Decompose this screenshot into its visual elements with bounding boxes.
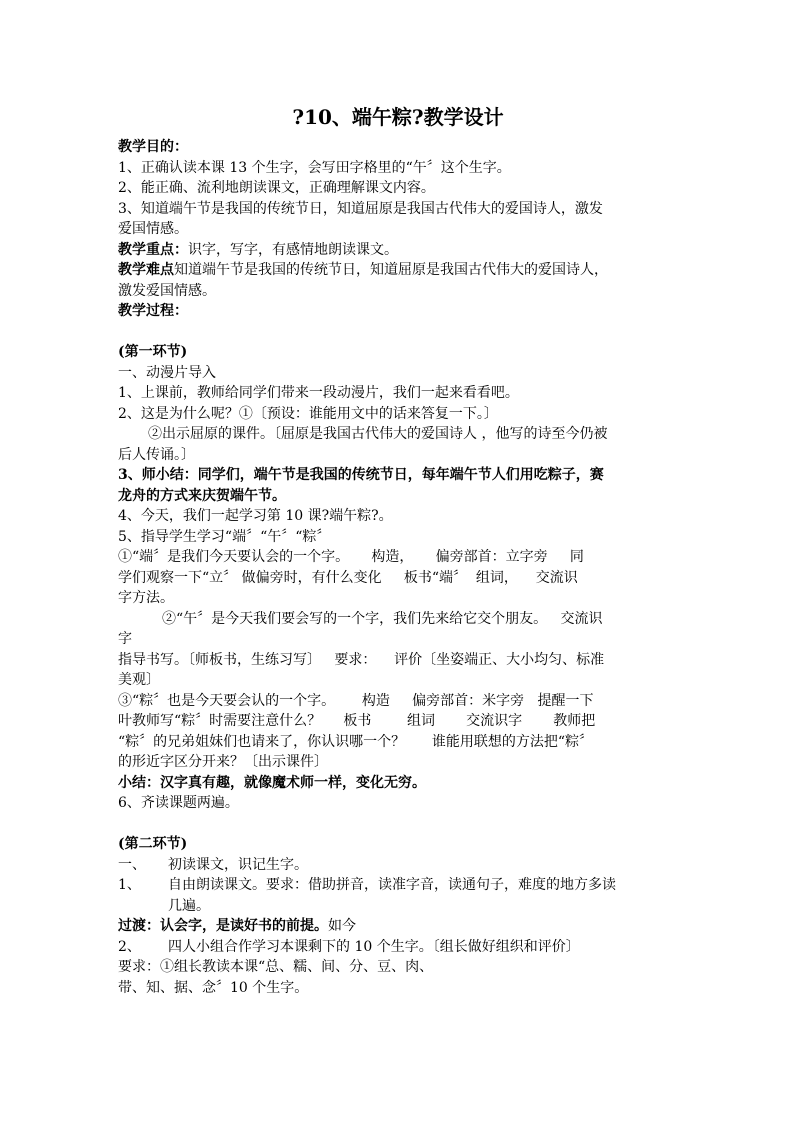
section1-line: 4、今天，我们一起学习第 10 课?端午粽?。 <box>118 508 393 524</box>
section1-line: 的形近字区分开来？〔出示课件〕 <box>118 754 328 770</box>
requirement-line: 要求：①组长教读本课“总、糯、间、分、豆、肉、 <box>118 959 434 975</box>
section1-line: ②“午〞是今天我们要会写的一个字，我们先来给它交个朋友。 交流识 <box>162 610 603 627</box>
section2-item <box>118 875 678 916</box>
spacer <box>118 322 678 343</box>
difficulties-label: 教学难点 <box>118 262 174 278</box>
key-points <box>118 240 678 261</box>
difficulties-text: 知道端午节是我国的传统节日，知道屈原是我国古代伟大的爱国诗人， <box>174 262 608 278</box>
transition <box>118 916 678 937</box>
item-text-line: 自由朗读课文。要求：借助拼音，读准字音，读通句子，难度的地方多读 <box>168 877 616 893</box>
teacher-summary-cont: 龙舟的方式来庆贺端午节。 <box>118 487 286 504</box>
section1-line: ③“粽〞也是今天要会认的一个字。 构造 偏旁部首：米字旁 提醒一下 <box>118 692 594 709</box>
key-points-text: 识字，写字，有感情地朗读课文。 <box>188 241 398 258</box>
key-points-label: 教学重点： <box>118 241 188 258</box>
section1-line: 美观〕 <box>118 672 160 688</box>
requirement-line: 带、知、据、念〞10 个生字。 <box>118 979 309 996</box>
objective-line: 3、知道端午节是我国的传统节日，知道屈原是我国古代伟大的爱国诗人，激发 <box>118 200 603 217</box>
transition-rest: 如今 <box>328 918 356 934</box>
section1-line: 5、指导学生学习“端〞“午〞“粽〞 <box>118 528 331 545</box>
document-page <box>118 103 678 998</box>
spacer <box>118 814 678 835</box>
item-text: 四人小组合作学习本课剩下的 10 个生字。〔组长做好组织和评价〕 <box>168 938 580 955</box>
section1-line: 叶教师写“粽〞时需要注意什么？ 板书 组词 交流识字 教师把 <box>118 713 596 729</box>
objectives-heading: 教学目的： <box>118 139 188 155</box>
item-text <box>168 875 678 916</box>
difficulties-text-cont: 激发爱国情感。 <box>118 282 216 299</box>
section1-line: “粽〞的兄弟姐妹们也请来了，你认识哪一个？ 谁能用联想的方法把“粽〞 <box>118 733 594 750</box>
item-number: 1、 <box>118 877 141 893</box>
section1-heading: (第一环节) <box>118 344 188 360</box>
objective-line: 2、能正确、流利地朗读课文，正确理解课文内容。 <box>118 180 435 196</box>
difficulties <box>118 260 678 281</box>
transition-bold: 过渡：认会字，是读好书的前提。 <box>118 918 328 934</box>
document-title: ?10、端午粽?教学设计 <box>292 105 504 129</box>
section1-line: 字 <box>118 631 132 647</box>
section1-line: 2、这是为什么呢？①〔预设：谁能用文中的话来答复一下。〕 <box>118 405 498 422</box>
item-text: 初读课文，识记生字。 <box>168 856 308 873</box>
section1-line: 字方法。 <box>118 590 174 606</box>
objective-line: 1、正确认读本课 13 个生字，会写田字格里的“午〞这个生字。 <box>118 159 511 176</box>
process-heading: 教学过程： <box>118 303 188 319</box>
section2-item <box>118 855 678 876</box>
section1-line: 后人传诵。〕 <box>118 446 195 463</box>
item-text-line: 几遍。 <box>168 897 210 914</box>
section1-line: ②出示屈原的课件。〔屈原是我国古代伟大的爱国诗人 ，他写的诗至今仍被 <box>148 426 608 442</box>
teacher-summary: 3、师小结：同学们，端午节是我国的传统节日，每年端午节人们用吃粽子，赛 <box>118 467 604 483</box>
section1-line: 1、上课前，教师给同学们带来一段动漫片，我们一起来看看吧。 <box>118 385 519 401</box>
section1-line: 一、动漫片导入 <box>118 364 216 381</box>
section1-line: 学们观察一下“立〞 做偏旁时，有什么变化 板书“端〞 组词， 交流识 <box>118 569 578 586</box>
item-number: 2、 <box>118 938 141 955</box>
section1-conclusion: 小结：汉字真有趣，就像魔术师一样，变化无穷。 <box>118 774 426 791</box>
section1-line: 指导书写。〔师板书，生练习写〕 要求： 评价〔坐姿端正、大小均匀、标准 <box>118 651 605 668</box>
section1-line: ①“端〞是我们今天要认会的一个字。 构造， 偏旁部首：立字旁 同 <box>118 549 584 565</box>
objective-line: 爱国情感。 <box>118 221 188 237</box>
section2-item <box>118 937 678 958</box>
item-number: 一、 <box>118 856 146 873</box>
section2-heading: (第二环节) <box>118 836 188 852</box>
section1-final: 6、齐读课题两遍。 <box>118 795 239 811</box>
